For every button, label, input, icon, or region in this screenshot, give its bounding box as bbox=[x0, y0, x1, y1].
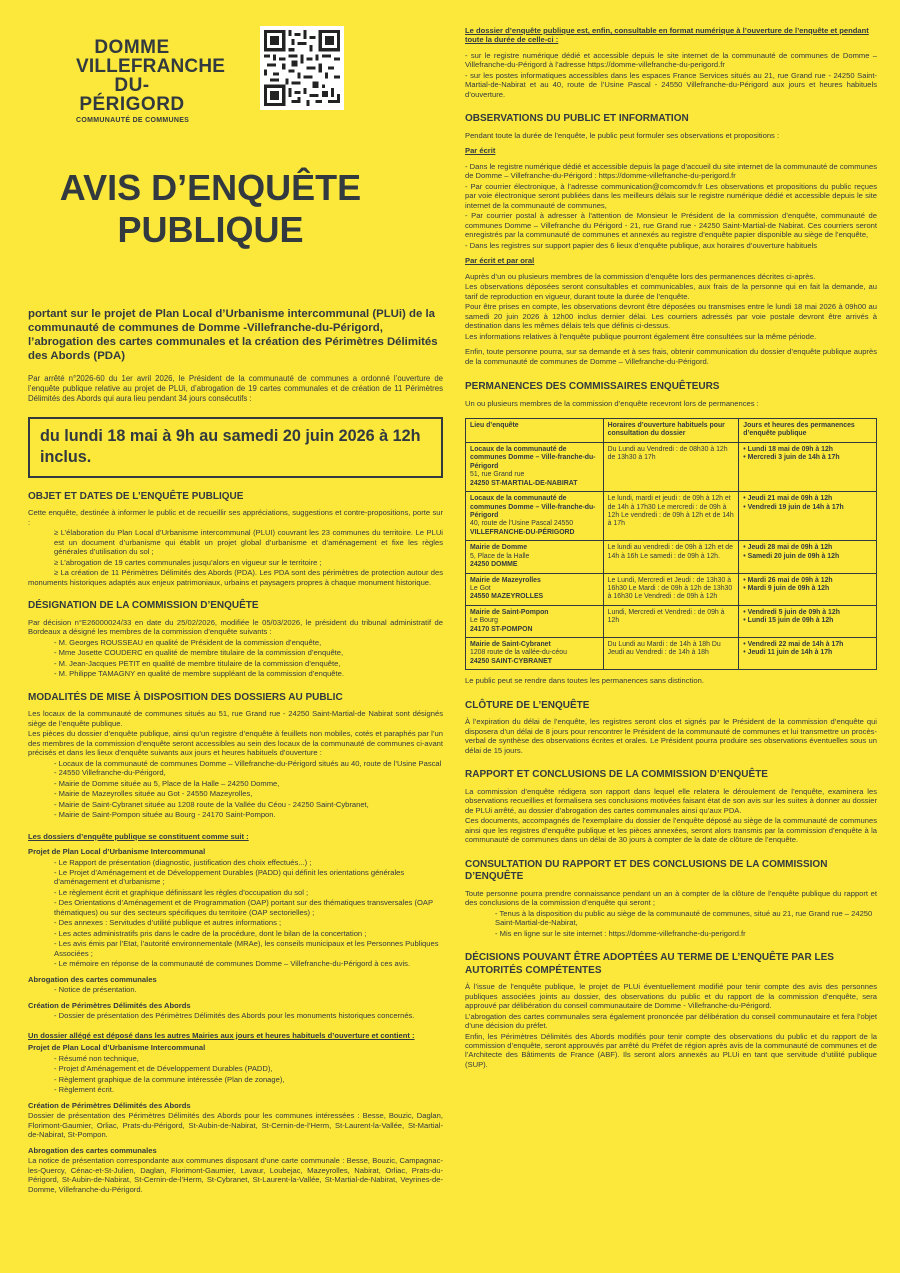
permanences-note: Le public peut se rendre dans toutes les permanences sans distinction. bbox=[465, 676, 704, 686]
section-heading-cloture: CLÔTURE DE L’ENQUÊTE bbox=[465, 699, 590, 711]
observations-oral-4: Les informations relatives à l’enquête publique pourront également être consultées sur la même période. bbox=[465, 331, 817, 341]
cell-lieu-bold: Mairie de Saint-Cybranet bbox=[470, 641, 551, 649]
modalites-paragraph-2: Les pièces du dossier d’enquête publique, ainsi qu’un registre d’enquête à feuillets non mobiles, cotés et paraphés par l’un des membres de la commission d’enquête seront accessibles au sein des locaux de la communauté de communes ci-avant précisés et dans les lieux d’enquête suivants aux jours et heures habituels d’ouverture : bbox=[28, 729, 443, 758]
logo bbox=[28, 22, 226, 126]
cell-lieu-city: 24250 ST-MARTIAL-DE-NABIRAT bbox=[470, 479, 578, 487]
cell-lieu bbox=[466, 541, 604, 573]
permanence-slot: • Vendredi 22 mai de 14h à 17h bbox=[743, 641, 844, 649]
cell-lieu bbox=[466, 492, 604, 541]
cell-lieu-bold: Mairie de Saint-Pompon bbox=[470, 608, 549, 616]
objet-paragraph: Cette enquête, destinée à informer le public et de recueillir ses appréciations, suggestions et contre-propositions, porte sur : bbox=[28, 508, 443, 527]
cell-lieu-bold: Locaux de la communauté de communes Domme – Ville-franche-du-Périgord bbox=[470, 495, 596, 519]
page-title bbox=[28, 167, 443, 252]
observations-ecrit-1: - Dans le registre numérique dédié et accessible depuis la page d’accueil du site internet de la communauté de communes de Domme – Villefranche-du-Périgord : https://domme-villefranche-du-perigord.fr bbox=[465, 161, 877, 181]
right-column bbox=[465, 22, 877, 1070]
lieu-5: - Mairie de Saint-Pompon située au Bourg - 24170 Saint-Pompon. bbox=[54, 810, 276, 820]
table-row bbox=[466, 492, 877, 541]
allege-pda-title: Création de Périmètres Délimités des Abords bbox=[28, 1100, 191, 1110]
decisions-paragraph-3: Enfin, les Périmètres Délimités des Abords modifiés pour tenir compte des observations du public et du rapport de la commission d’enquête, seront approuvés par arrêté du Préfet de région après avis de la communauté de communes et de l’Architecte des Bâtiments de France (ABF). Ils seront alors annexés au PLUi en tant que servitude d’utilité publique (SUP). bbox=[465, 1031, 877, 1069]
permanence-slot: • Samedi 20 juin de 09h à 12h bbox=[743, 552, 840, 560]
decisions-paragraph-2: L’abrogation des cartes communales sera également prononcée par délibération du conseil communautaire et fera l’objet d’une décision du préfet. bbox=[465, 1011, 877, 1031]
dossiers-abro-item: - Notice de présentation. bbox=[54, 985, 137, 995]
section-heading-rapport: RAPPORT ET CONCLUSIONS DE LA COMMISSION D’ENQUÊTE bbox=[465, 769, 768, 781]
cloture-paragraph: À l’expiration du délai de l’enquête, les registres seront clos et signés par le Président de la commission d’enquête qui disposera d’un délai de 8 jours pour rencontrer le Président de la communauté de communes et lui transmettre un procès-verbal de synthèse des observations écrites et orales. Le Président pourra produire ses observations éventuelles sous un délai de 15 jours. bbox=[465, 717, 877, 755]
dossier-item-3: - Le règlement écrit et graphique définissant les règles d’occupation du sol ; bbox=[54, 887, 309, 897]
lieu-4: - Mairie de Saint-Cybranet située au 1208 route de la Vallée du Céou - 24250 Saint-Cybranet, bbox=[54, 799, 369, 809]
cell-lieu-bold: Locaux de la communauté de communes Domme – Ville-franche-du-Périgord bbox=[470, 446, 596, 470]
objet-bullet-3: ≥ La création de 11 Périmètres Délimités des Abords (PDA). Les PDA sont des périmètres de protection autour des monuments historiques adaptés aux enjeux patrimoniaux, urbains et paysagers propres à chaque monument historique. bbox=[28, 568, 443, 587]
cell-permanences bbox=[739, 638, 877, 670]
cell-lieu-city: 24550 MAZEYROLLES bbox=[470, 593, 544, 601]
lieu-3: - Mairie de Mazeyrolles située au Got - 24550 Mazeyrolles, bbox=[54, 789, 253, 799]
dossiers-pda-item: - Dossier de présentation des Périmètres Délimités des Abords pour les monuments historiques concernés. bbox=[54, 1011, 415, 1021]
consultation-item-2: - Mis en ligne sur le site internet : https://domme-villefranche-du-perigord.fr bbox=[495, 928, 746, 938]
date-box: du lundi 18 mai à 9h au samedi 20 juin 2026 à 12h inclus. bbox=[28, 417, 443, 477]
permanence-slot: • Mercredi 3 juin de 14h à 17h bbox=[743, 454, 840, 462]
cell-lieu-addr: 51, rue Grand rue bbox=[470, 471, 525, 479]
left-column bbox=[28, 22, 443, 1195]
table-row bbox=[466, 541, 877, 573]
page-title-line-1: AVIS D’ENQUÊTE bbox=[59, 167, 362, 208]
cell-lieu-addr: 5, Place de la Halle bbox=[470, 552, 530, 560]
dossier-item-7: - Les avis émis par l’Etat, l’autorité environnementale (MRAe), les conseils municipaux et les Personnes Publiques Associées ; bbox=[54, 939, 439, 958]
cell-horaires: Le lundi au vendredi : de 09h à 12h et de 14h à 16h Le samedi : de 09h à 12h. bbox=[603, 541, 739, 573]
dossiers-heading: Les dossiers d’enquête publique se constituent comme suit : bbox=[28, 831, 249, 841]
cell-permanences bbox=[739, 541, 877, 573]
cell-lieu-addr: Le Bourg bbox=[470, 617, 498, 625]
section-heading-designation: DÉSIGNATION DE LA COMMISSION D’ENQUÊTE bbox=[28, 600, 259, 612]
consultation-item-1: - Tenus à la disposition du public au siège de la communauté de communes, situé au 21, rue Grand rue – 24250 Saint-Martial-de-Nabirat, bbox=[495, 908, 873, 928]
cell-lieu-addr: 40, route de l’Usine Pascal 24550 bbox=[470, 520, 574, 528]
numerique-item-1: - sur le registre numérique dédié et accessible depuis le site internet de la communauté de communes de Domme – Villefranche-du-Périgord à l’adresse https://domme-villefranche-du-perigord.fr bbox=[465, 50, 877, 70]
numerique-heading: Le dossier d’enquête publique est, enfin, consultable en format numérique à l’ouverture de l’enquête et pendant toute la durée de celle-ci : bbox=[465, 26, 869, 45]
allege-item-4: - Règlement écrit. bbox=[54, 1085, 114, 1095]
consultation-paragraph: Toute personne pourra prendre connaissance pendant un an à compter de la clôture de l’enquête publique du rapport et des conclusions de la commission d’enquête qui seront ; bbox=[465, 888, 877, 908]
cell-permanences bbox=[739, 605, 877, 637]
table-header-permanences: Jours et heures des permanences d’enquête publique bbox=[739, 419, 877, 443]
cell-horaires: Le lundi, mardi et jeudi : de 09h à 12h et de 14h à 17h30 Le mercredi : de 09h à 12h Le vendredi : de 09h à 12h et de 14h à 17h bbox=[603, 492, 739, 541]
cell-lieu-city: 24170 ST-POMPON bbox=[470, 625, 533, 633]
permanence-slot: • Vendredi 5 juin de 09h à 12h bbox=[743, 608, 840, 616]
table-header-lieu: Lieu d’enquête bbox=[466, 419, 604, 443]
allege-abro-title: Abrogation des cartes communales bbox=[28, 1145, 157, 1155]
member-3: - M. Jean-Jacques PETIT en qualité de membre titulaire de la commission d’enquête, bbox=[54, 658, 341, 668]
header bbox=[28, 22, 443, 124]
cell-lieu-bold: Mairie de Domme bbox=[470, 544, 528, 552]
page-title-line-2: PUBLIQUE bbox=[117, 209, 304, 251]
designation-paragraph: Par décision n°E26000024/33 en date du 25/02/2026, modifiée le 05/03/2026, le président du tribunal administratif de Bordeaux a désigné les membres de la commission d’enquête suivants : bbox=[28, 617, 443, 637]
section-heading-permanences: PERMANENCES DES COMMISSAIRES ENQUÊTEURS bbox=[465, 381, 720, 393]
dossier-item-2: - Le Projet d’Aménagement et de Développement Durables (PADD) qui définit les orientations générales d’aménagement et d’urbanisme ; bbox=[54, 868, 405, 887]
logo-line-4: COMMUNAUTÉ DE COMMUNES bbox=[76, 117, 190, 124]
dossier-item-1: - Le Rapport de présentation (diagnostic, justification des choix effectués...) ; bbox=[54, 857, 312, 867]
table-header-horaires: Horaires d’ouverture habituels pour consultation du dossier bbox=[603, 419, 739, 443]
intro-paragraph: Par arrêté n°2026-60 du 1er avril 2026, le Président de la communauté de communes a ordonné l’ouverture de l’enquête publique relative au projet de PLUi, d’abrogation de 19 cartes communales et de création de 11 Périmètres Délimités des Abords qui aura lieu pendant 34 jours consécutifs : bbox=[28, 373, 443, 403]
cell-permanences bbox=[739, 492, 877, 541]
cell-lieu-city: 24250 SAINT-CYBRANET bbox=[470, 657, 552, 665]
cell-lieu-city: 24250 DOMME bbox=[470, 561, 518, 569]
qr-code[interactable] bbox=[260, 26, 344, 110]
allege-heading: Un dossier allégé est déposé dans les autres Mairies aux jours et heures habituels d’ouverture et contient : bbox=[28, 1030, 415, 1040]
table-row bbox=[466, 638, 877, 670]
objet-bullet-2: ≥ L’abrogation de 19 cartes communales jusqu’alors en vigueur sur le territoire ; bbox=[54, 557, 322, 567]
permanence-slot: • Lundi 15 juin de 09h à 12h bbox=[743, 617, 834, 625]
logo-line-1: DOMME bbox=[94, 37, 170, 58]
permanences-intro: Un ou plusieurs membres de la commission d’enquête recevront lors de permanences : bbox=[465, 398, 759, 408]
allege-pda-text: Dossier de présentation des Périmètres Délimités des Abords pour les communes intéressées : Besse, Bouzic, Daglan, Florimont-Gaumier, Orliac, Prats-du-Périgord, St-Aubin-de-Nabirat, St-Cernin-de-l’Herm, St-Laurent-la-Vallée, St-Martial-de-Nabirat, St-Pompon. bbox=[28, 1111, 443, 1140]
cell-lieu-bold: Mairie de Mazeyrolles bbox=[470, 576, 541, 584]
observations-paragraph: Pendant toute la durée de l’enquête, le public peut formuler ses observations et propositions : bbox=[465, 130, 780, 140]
table-row bbox=[466, 573, 877, 605]
permanence-slot: • Mardi 26 mai de 09h à 12h bbox=[743, 576, 833, 584]
observations-oral-5: Enfin, toute personne pourra, sur sa demande et à ses frais, obtenir communication du dossier d’enquête publique auprès de la communauté de communes de Domme – Villefranche-du-Périgord. bbox=[465, 347, 877, 366]
dossier-item-8: - Le mémoire en réponse de la communauté de communes Domme – Villefranche-du-Périgord à ces avis. bbox=[54, 959, 411, 969]
section-heading-observations: OBSERVATIONS DU PUBLIC ET INFORMATION bbox=[465, 113, 689, 125]
rapport-paragraph-2: Ces documents, accompagnés de l’exemplaire du dossier de l’enquête déposé au siège de la communauté de communes ainsi que les registres d’enquête publique et les pièces annexées, seront alors transmis par la commission d’enquête à la communauté de communes dans un délai de 30 jours à compter de la date de clôture de l’enquête. bbox=[465, 816, 877, 845]
observations-ecrit-3: - Par courrier postal à adresser à l’attention de Monsieur le Président de la commission d’enquête, communauté de communes Domme – Villefranche du Périgord - 21, rue Grand rue - 24250 Saint-Martial-de Nabirat. Ces courriers seront enregistrés par la communauté de communes et annexés au registre d’enquête papier disponible au siège de l’enquête, bbox=[465, 211, 877, 240]
cell-horaires: Le Lundi, Mercredi et Jeudi : de 13h30 à 16h30 Le Mardi : de 09h à 12h de 13h30 à 16h30 Le Vendredi : de 09h à 12h bbox=[603, 573, 739, 605]
qr-code-icon bbox=[264, 30, 340, 106]
cell-horaires: Du Lundi au Vendredi : de 08h30 à 12h de 13h30 à 17h bbox=[603, 443, 739, 492]
dossier-item-5: - Des annexes : Servitudes d’utilité publique et autres informations ; bbox=[54, 918, 282, 928]
allege-item-2: - Projet d’Aménagement et de Développement Durables (PADD), bbox=[54, 1064, 273, 1074]
allege-item-1: - Résumé non technique, bbox=[54, 1053, 139, 1063]
cell-lieu bbox=[466, 443, 604, 492]
cell-lieu-addr: Le Got bbox=[470, 584, 491, 592]
section-heading-modalites: MODALITÉS DE MISE À DISPOSITION DES DOSSIERS AU PUBLIC bbox=[28, 691, 343, 703]
dossiers-pda-title: Création de Périmètres Délimités des Abords bbox=[28, 1000, 191, 1010]
decisions-paragraph-1: À l’issue de l’enquête publique, le projet de PLUi éventuellement modifié pour tenir compte des avis des personnes publiques associées joints au dossier, des observations du public et du rapport de la commission d’enquête, sera approuvé par délibération du conseil communautaire de Domme - Villefranche-du-Périgord. bbox=[465, 982, 877, 1011]
lieu-1: - Locaux de la communauté de communes Domme – Villefranche-du-Périgord situés au 40, route de l’Usine Pascal - 24550 Villefranche-du-Périgord, bbox=[54, 758, 442, 778]
observations-oral-3: Pour être prises en compte, les observations devront être déposées ou transmises entre le lundi 18 mai 2026 à 09h00 au samedi 20 juin 2026 à 12h00 inclus dernier délai. Les courriers adressés par voie postale devront être arrivés à destination dans les mêmes délais tels que définis ci-dessus. bbox=[465, 302, 877, 331]
dossiers-abro-title: Abrogation des cartes communales bbox=[28, 974, 157, 984]
table-row bbox=[466, 605, 877, 637]
cell-lieu bbox=[466, 573, 604, 605]
member-4: - M. Philippe TAMAGNY en qualité de membre suppléant de la commission d’enquête. bbox=[54, 669, 344, 679]
cell-permanences bbox=[739, 573, 877, 605]
table-header-row bbox=[466, 419, 877, 443]
section-heading-decisions: DÉCISIONS POUVANT ÊTRE ADOPTÉES AU TERME DE L’ENQUÊTE PAR LES AUTORITÉS COMPÉTENTES bbox=[465, 952, 834, 976]
allege-item-3: - Règlement graphique de la commune intéressée (Plan de zonage), bbox=[54, 1074, 285, 1084]
rapport-paragraph-1: La commission d’enquête rédigera son rapport dans lequel elle relatera le déroulement de l’enquête, examinera les observations recueillies et formalisera ses conclusions motivées faisant état de son avis sur les suites à donner au dossier de PLUi arrêté, au dossier d’abrogation des cartes communales ainsi qu’aux PDA. bbox=[465, 786, 877, 815]
dossier-item-4: - Des Orientations d’Aménagement et de Programmation (OAP) portant sur des thématiques transversales (OAP thématiques) ou sur des secteurs spécifiques du territoire (OAP sectorielles) ; bbox=[54, 898, 433, 917]
member-2: - Mme Josette COUDERC en qualité de membre titulaire de la commission d’enquête, bbox=[54, 648, 344, 658]
cell-lieu-addr: 1208 route de la vallée-du-céou bbox=[470, 649, 567, 657]
observations-ecrit-title: Par écrit bbox=[465, 146, 496, 156]
logo-line-2: VILLEFRANCHE bbox=[76, 56, 226, 77]
permanence-slot: • Vendredi 19 juin de 14h à 17h bbox=[743, 503, 844, 511]
lieu-2: - Mairie de Domme située au 5, Place de la Halle – 24250 Domme, bbox=[54, 778, 280, 788]
permanence-slot: • Jeudi 11 juin de 14h à 17h bbox=[743, 649, 833, 657]
cell-lieu bbox=[466, 605, 604, 637]
cell-lieu-city: VILLEFRANCHE-DU-PÉRIGORD bbox=[470, 528, 575, 536]
observations-ecrit-2: - Par courrier électronique, à l’adresse communication@comcomdv.fr Les observations et propositions du public reçues par voie électronique seront publiées dans les meilleurs délais sur le registre numérique dédié et accessible depuis le site internet de la communauté de communes, bbox=[465, 181, 877, 210]
numerique-item-2: - sur les postes informatiques accessibles dans les espaces France Services situés au 21, rue Grand rue - 24250 Saint-Martial-de-Nabirat et au 40, route de l’Usine Pascal - 24550 Villefranche-du-Périgord aux jours et heures habituels d’ouverture. bbox=[465, 70, 877, 99]
permanence-slot: • Mardi 9 juin de 09h à 12h bbox=[743, 584, 830, 592]
allege-plui-title: Projet de Plan Local d’Urbanisme Intercommunal bbox=[28, 1043, 206, 1053]
section-heading-objet: OBJET ET DATES DE L’ENQUÊTE PUBLIQUE bbox=[28, 490, 244, 502]
cell-permanences bbox=[739, 443, 877, 492]
objet-bullet-1: ≥ L’élaboration du Plan Local d’Urbanisme intercommunal (PLUI) couvrant les 23 communes du territoire. Le PLUi est un document d’urbanisme qui établit un projet global d’urbanisme et d’aménagement et fixe les règles générales d’utilisation du sol ; bbox=[54, 528, 443, 557]
modalites-paragraph-1: Les locaux de la communauté de communes situés au 51, rue Grand rue - 24250 Saint-Martial-de Nabirat sont désignés siège de l’enquête publique. bbox=[28, 709, 443, 728]
observations-oral-1: Auprès d’un ou plusieurs membres de la commission d’enquête lors des permanences décrites ci-après. bbox=[465, 271, 816, 281]
member-1: - M. Georges ROUSSEAU en qualité de Président de la commission d’enquête, bbox=[54, 637, 322, 647]
observations-ecrit-4: - Dans les registres sur support papier des 6 lieux d’enquête publique, aux horaires d’ouverture habituels bbox=[465, 240, 818, 250]
permanence-slot: • Jeudi 28 mai de 09h à 12h bbox=[743, 544, 833, 552]
table-row bbox=[466, 443, 877, 492]
observations-oral-title: Par écrit et par oral bbox=[465, 256, 535, 266]
permanences-table bbox=[465, 418, 877, 670]
section-heading-consultation: CONSULTATION DU RAPPORT ET DES CONCLUSIONS DE LA COMMISSION D’ENQUÊTE bbox=[465, 858, 828, 883]
cell-horaires: Du Lundi au Mardi : de 14h à 18h Du Jeudi au Vendredi : de 14h à 18h bbox=[603, 638, 739, 670]
permanence-slot: • Lundi 18 mai de 09h à 12h bbox=[743, 446, 834, 454]
logo-line-3: DU-PÉRIGORD bbox=[79, 75, 185, 115]
dossiers-plui-title: Projet de Plan Local d’Urbanisme Intercommunal bbox=[28, 847, 206, 857]
observations-oral-2: Les observations déposées seront consultables et communicables, aux frais de la personne qui en fait la demande, au tarif de reproduction en vigueur, durant toute la durée de l’enquête. bbox=[465, 282, 877, 301]
subtitle: portant sur le projet de Plan Local d’Urbanisme intercommunal (PLUi) de la communauté de communes de Domme -Villefranche-du-Périgord, l’abrogation des cartes communales et la création des Périmètres Délimités des Abords (PDA) bbox=[28, 307, 438, 362]
dossier-item-6: - Les actes administratifs pris dans le cadre de la procédure, dont le bilan de la concertation ; bbox=[54, 928, 367, 938]
allege-abro-text: La notice de présentation correspondante aux communes disposant d’une carte communale : Besse, Bouzic, Campagnac-les-Quercy, Cénac-et-St-Julien, Daglan, Florimont-Gaumier, Lavaur, Loubejac, Mazeyrolles, Nabirat, Orliac, Prats-du-Périgord, St-Aubin-de-Nabirat, St-Cernin-de-l’Herm, St-Cybranet, St-Laurent-la-Vallée, St-Martial-de-Nabirat, Veyrines-de-Domme, Villefranche-du-Périgord. bbox=[28, 1156, 443, 1194]
cell-horaires: Lundi, Mercredi et Vendredi : de 09h à 12h bbox=[603, 605, 739, 637]
permanence-slot: • Jeudi 21 mai de 09h à 12h bbox=[743, 495, 833, 503]
cell-lieu bbox=[466, 638, 604, 670]
